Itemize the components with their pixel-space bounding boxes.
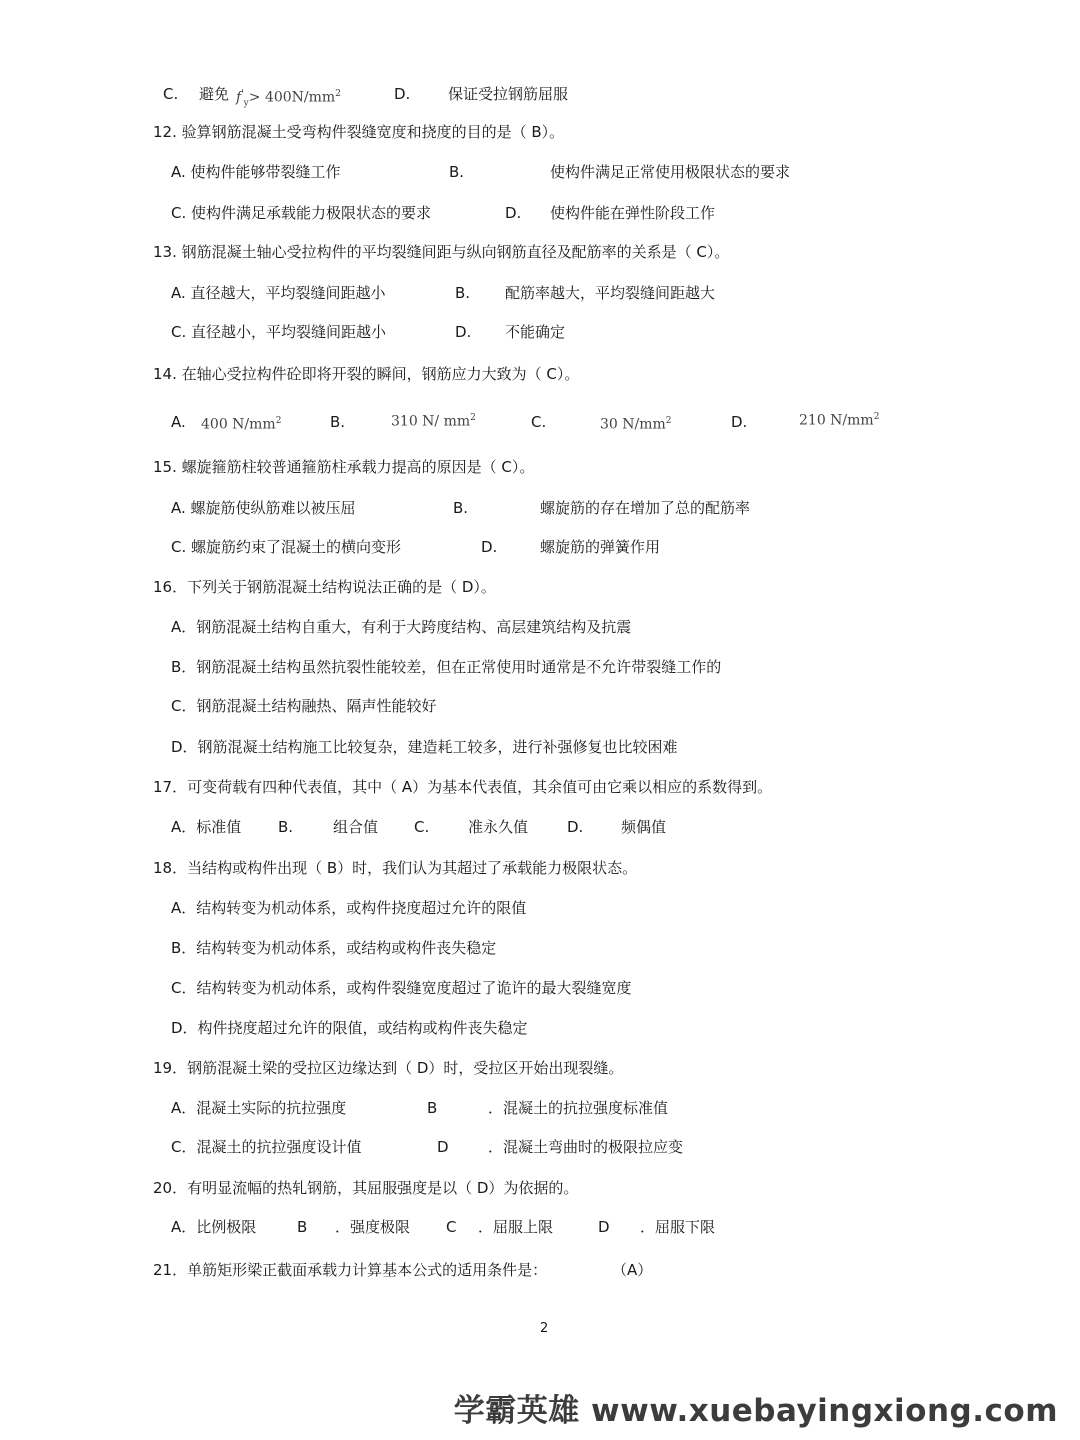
q12-stem: 12. 验算钢筋混凝土受弯构件裂缝宽度和挠度的目的是（ B）。 (153, 123, 565, 141)
q13-option-d-text: 不能确定 (505, 323, 566, 341)
q15-option-b-label: B. (453, 499, 469, 517)
q12-option-d-label: D. (505, 204, 522, 222)
q17-stem: 17．可变荷载有四种代表值，其中（ A）为基本代表值，其余值可由它乘以相应的系数得到。 (153, 778, 773, 796)
q17-option-c-label: C. (414, 818, 430, 836)
q15-option-d-text: 螺旋筋的弹簧作用 (540, 538, 661, 556)
q14-option-c-label: C. (531, 413, 547, 431)
q16-option-b: B．钢筋混凝土结构虽然抗裂性能较差，但在正常使用时通常是不允许带裂缝工作的 (171, 658, 722, 676)
q18-option-b: B．结构转变为机动体系，或结构或构件丧失稳定 (171, 939, 497, 957)
q16-option-c: C．钢筋混凝土结构融热、隔声性能较好 (171, 697, 437, 715)
q18-option-d: D．构件挠度超过允许的限值，或结构或构件丧失稳定 (171, 1019, 528, 1037)
q14-option-a-label: A. (171, 413, 186, 431)
q14-option-d-value: 210 $N/mm^2$ (799, 412, 880, 429)
q17-option-d-text: 频偶值 (621, 818, 667, 836)
q11-option-d-label: D. (394, 85, 411, 103)
q12-option-b-text: 使构件满足正常使用极限状态的要求 (550, 163, 791, 181)
q17-option-d-label: D. (567, 818, 584, 836)
q14-option-a-value: 400 $N/mm^2$ (201, 416, 282, 433)
q19-stem: 19．钢筋混凝土梁的受拉区边缘达到（ D）时，受拉区开始出现裂缝。 (153, 1059, 624, 1077)
q21-stem: 21．单筋矩形梁正截面承载力计算基本公式的适用条件是： (153, 1261, 548, 1279)
q20-option-a: A．比例极限 (171, 1218, 257, 1236)
q14-option-c-value: 30 $N/mm^2$ (600, 416, 672, 433)
q11-option-c-text: 避免 (199, 85, 230, 103)
q19-option-b-label: B (427, 1099, 438, 1117)
q11-option-c-formula: $f'_y> 400N/mm^2$ (236, 89, 341, 109)
q12-option-a: A. 使构件能够带裂缝工作 (171, 163, 341, 181)
q17-option-b-text: 组合值 (333, 818, 379, 836)
q11-option-d-text: 保证受拉钢筋屈服 (448, 85, 569, 103)
q12-option-d-text: 使构件能在弹性阶段工作 (550, 204, 716, 222)
q20-option-b-label: B (297, 1218, 308, 1236)
q16-option-a: A．钢筋混凝土结构自重大，有利于大跨度结构、高层建筑结构及抗震 (171, 618, 632, 636)
q14-option-b-label: B. (330, 413, 346, 431)
q11-option-c-label: C. (163, 85, 179, 103)
q13-option-d-label: D. (455, 323, 472, 341)
q19-option-d-text: ．混凝土弯曲时的极限拉应变 (488, 1138, 684, 1156)
q16-option-d: D．钢筋混凝土结构施工比较复杂，建造耗工较多，进行补强修复也比较困难 (171, 738, 678, 756)
q13-stem: 13. 钢筋混凝土轴心受拉构件的平均裂缝间距与纵向钢筋直径及配筋率的关系是（ C）。 (153, 243, 730, 261)
q20-stem: 20．有明显流幅的热轧钢筋，其屈服强度是以（ D）为依据的。 (153, 1179, 579, 1197)
q20-option-c-text: ．屈服上限 (478, 1218, 554, 1236)
q18-option-c: C．结构转变为机动体系，或构件裂缝宽度超过了诡许的最大裂缝宽度 (171, 979, 632, 997)
page-number: 2 (540, 1321, 549, 1336)
q15-option-a: A. 螺旋筋使纵筋难以被压屈 (171, 499, 356, 517)
q19-option-a: A．混凝土实际的抗拉强度 (171, 1099, 347, 1117)
q15-option-b-text: 螺旋筋的存在增加了总的配筋率 (540, 499, 751, 517)
q13-option-a: A. 直径越大，平均裂缝间距越小 (171, 284, 386, 302)
q15-option-d-label: D. (481, 538, 498, 556)
q18-option-a: A．结构转变为机动体系，或构件挠度超过允许的限值 (171, 899, 527, 917)
q20-option-b-text: ．强度极限 (335, 1218, 411, 1236)
q15-stem: 15. 螺旋箍筋柱较普通箍筋柱承载力提高的原因是（ C）。 (153, 458, 535, 476)
q14-stem: 14. 在轴心受拉构件砼即将开裂的瞬间，钢筋应力大致为（ C）。 (153, 365, 580, 383)
q13-option-c: C. 直径越小，平均裂缝间距越小 (171, 323, 387, 341)
q19-option-d-label: D (437, 1138, 449, 1156)
q19-option-c: C．混凝土的抗拉强度设计值 (171, 1138, 362, 1156)
q17-option-c-text: 准永久值 (468, 818, 529, 836)
q17-option-b-label: B. (278, 818, 294, 836)
q21-answer: （A） (612, 1261, 653, 1279)
q20-option-d-label: D (598, 1218, 610, 1236)
watermark-text: 学霸英雄 www.xuebayingxiong.com (453, 1393, 1058, 1429)
q15-option-c: C. 螺旋筋约束了混凝土的横向变形 (171, 538, 402, 556)
q20-option-d-text: ．屈服下限 (640, 1218, 716, 1236)
q13-option-b-text: 配筋率越大，平均裂缝间距越大 (505, 284, 716, 302)
q18-stem: 18．当结构或构件出现（ B）时，我们认为其超过了承载能力极限状态。 (153, 859, 638, 877)
q17-option-a: A．标准值 (171, 818, 242, 836)
q19-option-b-text: ．混凝土的抗拉强度标准值 (488, 1099, 669, 1117)
q20-option-c-label: C (446, 1218, 457, 1236)
q14-option-d-label: D. (731, 413, 748, 431)
q14-option-b-value: 310 N/ $mm^2$ (391, 413, 476, 430)
q16-stem: 16．下列关于钢筋混凝土结构说法正确的是（ D）。 (153, 578, 496, 596)
q13-option-b-label: B. (455, 284, 471, 302)
q12-option-c: C. 使构件满足承载能力极限状态的要求 (171, 204, 432, 222)
q12-option-b-label: B. (449, 163, 465, 181)
